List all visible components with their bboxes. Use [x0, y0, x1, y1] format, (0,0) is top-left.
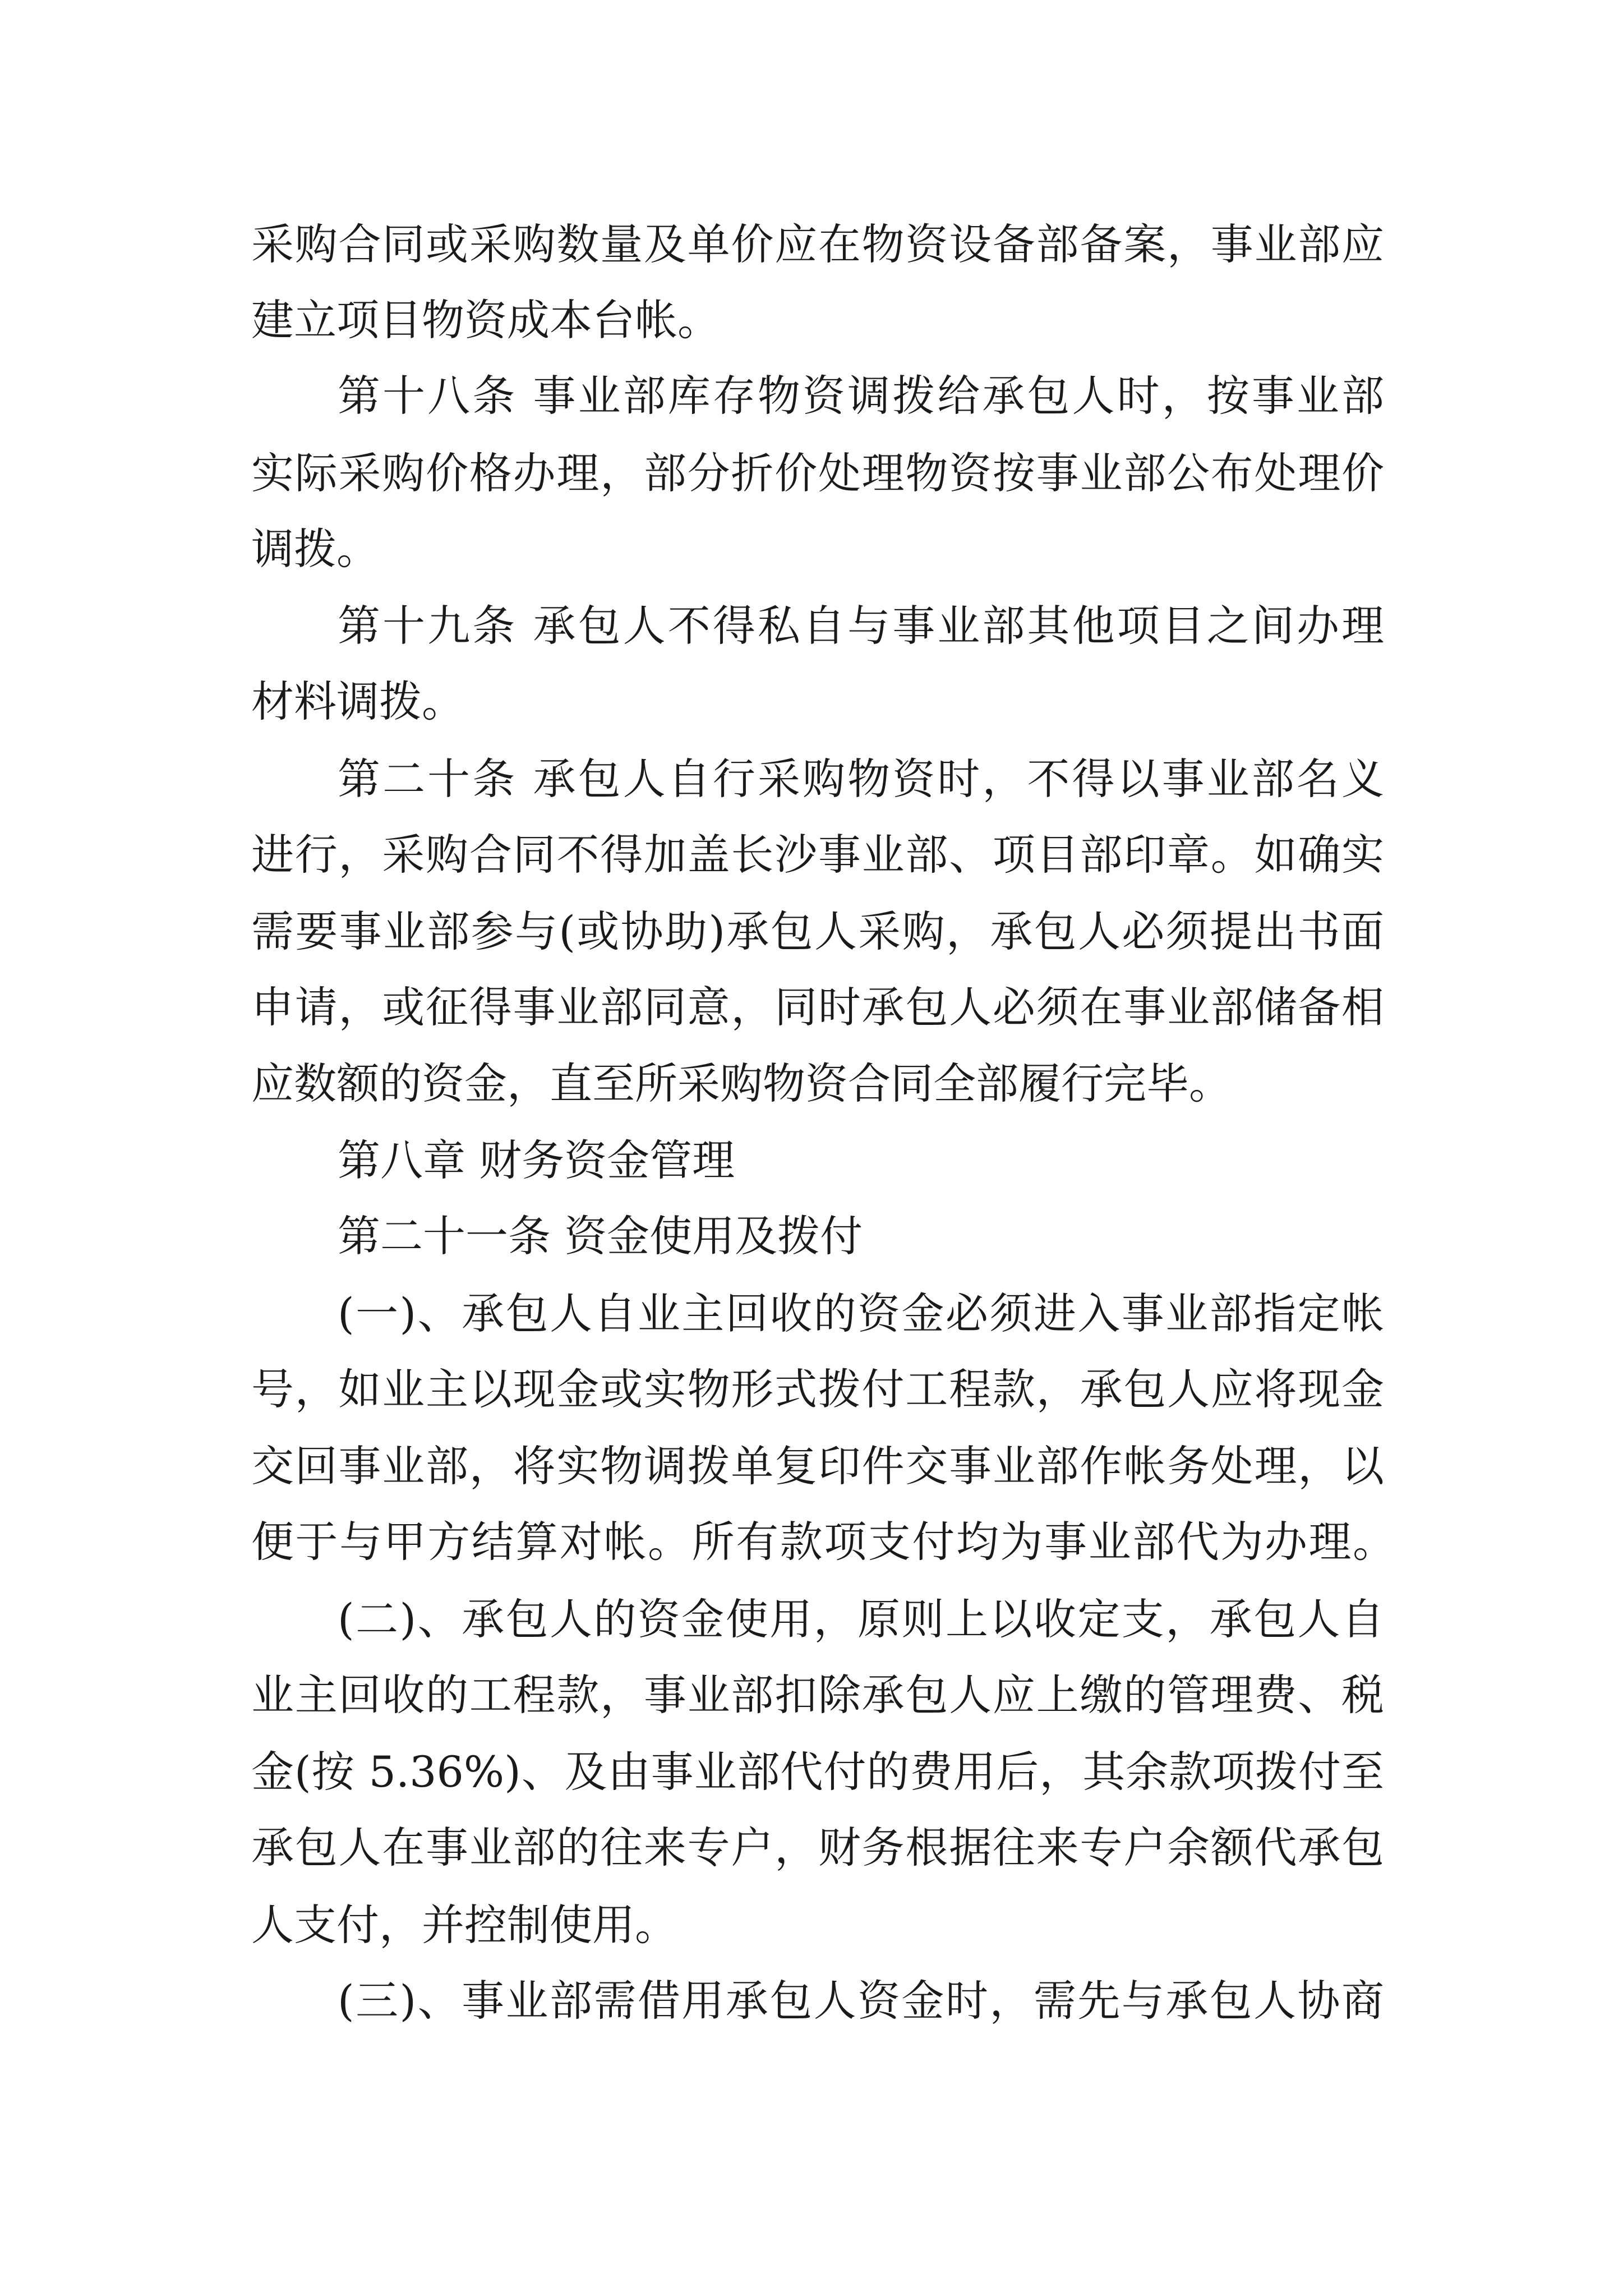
- text-line: 交回事业部，将实物调拨单复印件交事业部作帐务处理，以: [251, 1441, 1384, 1491]
- text-line: 业主回收的工程款，事业部扣除承包人应上缴的管理费、税: [251, 1670, 1384, 1720]
- text-line: 调拨。: [251, 524, 379, 574]
- text-line: 承包人在事业部的往来专户，财务根据往来专户余额代承包: [251, 1823, 1384, 1872]
- clause-3-start: (三)、事业部需借用承包人资金时，需先与承包人协商: [338, 1976, 1384, 2026]
- text-line: 号，如业主以现金或实物形式拨付工程款，承包人应将现金: [251, 1364, 1384, 1414]
- article-19-heading: 第十九条 承包人不得私自与事业部其他项目之间办理: [338, 601, 1384, 651]
- text-line: 实际采购价格办理，部分折价处理物资按事业部公布处理价: [251, 448, 1384, 498]
- clause-2-start: (二)、承包人的资金使用，原则上以收定支，承包人自: [338, 1594, 1384, 1644]
- text-line: 材料调拨。: [251, 677, 464, 726]
- text-line: 进行，采购合同不得加盖长沙事业部、项目部印章。如确实: [251, 830, 1384, 880]
- text-line: 需要事业部参与(或协助)承包人采购，承包人必须提出书面: [251, 907, 1384, 956]
- text-line: 申请，或征得事业部同意，同时承包人必须在事业部储备相: [251, 982, 1384, 1032]
- article-21-heading: 第二十一条 资金使用及拨付: [338, 1211, 863, 1261]
- article-18-heading: 第十八条 事业部库存物资调拨给承包人时，按事业部: [338, 371, 1384, 421]
- clause-1-start: (一)、承包人自业主回收的资金必须进入事业部指定帐: [338, 1289, 1384, 1338]
- text-line: 应数额的资金，直至所采购物资合同全部履行完毕。: [251, 1059, 1232, 1108]
- article-20-heading: 第二十条 承包人自行采购物资时，不得以事业部名义: [338, 754, 1384, 804]
- text-line: 便于与甲方结算对帐。所有款项支付均为事业部代为办理。: [251, 1517, 1395, 1567]
- chapter-8-heading: 第八章 财务资金管理: [338, 1135, 735, 1185]
- text-line: 人支付，并控制使用。: [251, 1900, 677, 1950]
- text-line: 建立项目物资成本台帐。: [251, 295, 720, 345]
- text-line: 金(按 5.36%)、及由事业部代付的费用后，其余款项拨付至: [251, 1747, 1384, 1797]
- text-line: 采购合同或采购数量及单价应在物资设备部备案，事业部应: [251, 219, 1384, 269]
